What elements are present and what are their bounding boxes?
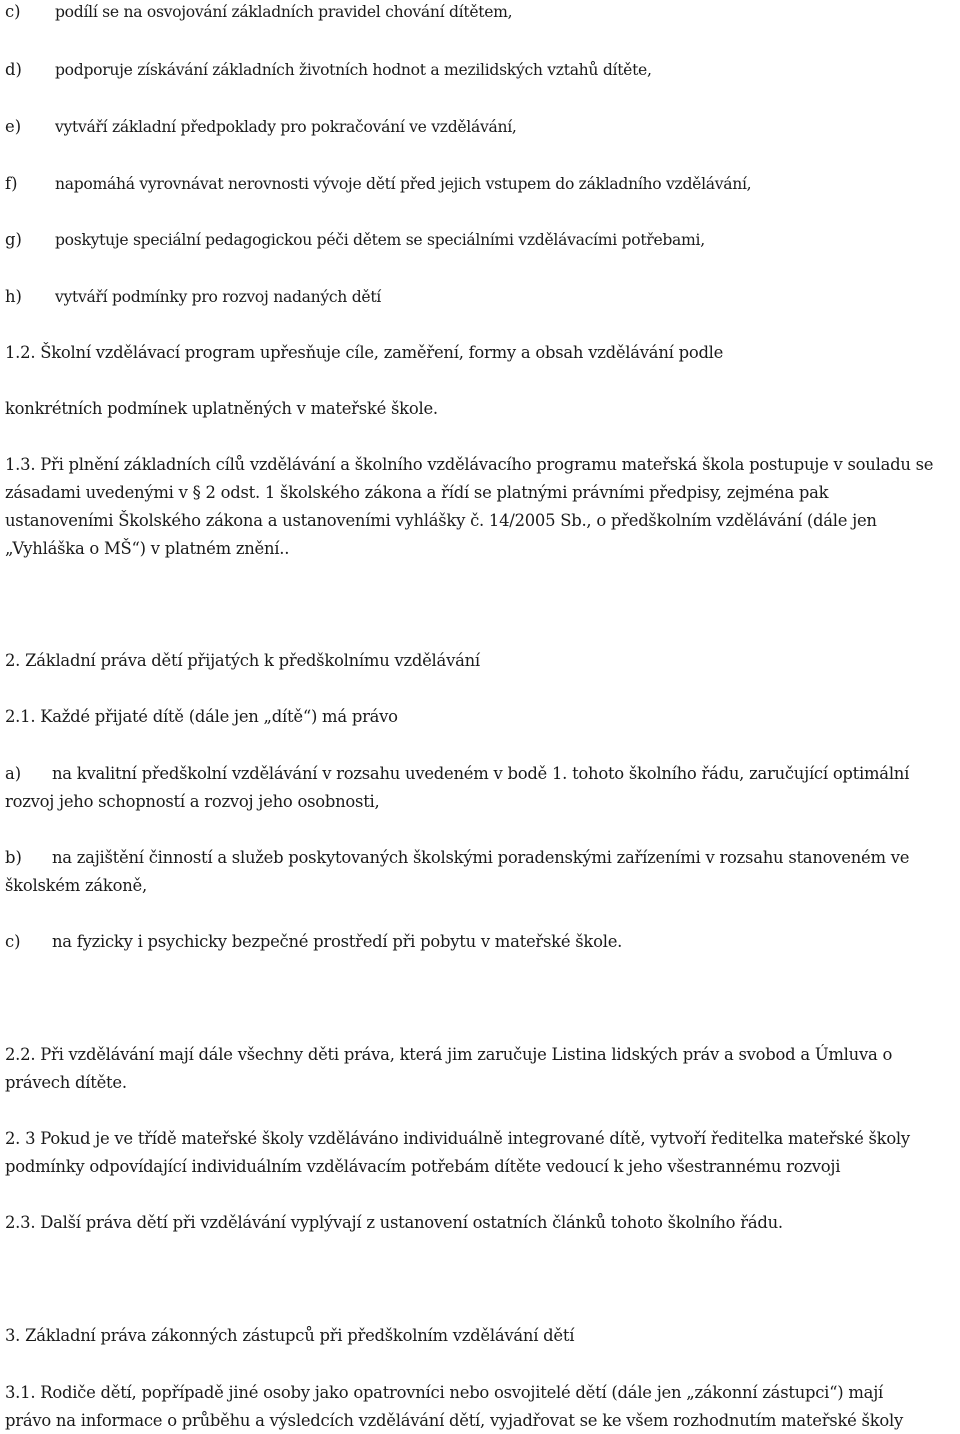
paragraph-line: podmínky odpovídající individuálním vzdělávacím potřebám dítěte vedoucí k jeho všestrannému rozvoji <box>5 1157 841 1176</box>
paragraph-line: právech dítěte. <box>5 1073 127 1092</box>
paragraph-line: 2. 3 Pokud je ve třídě mateřské školy vzděláváno individuálně integrované dítě, vytvoří ředitelka mateřské školy <box>5 1129 910 1148</box>
paragraph-line: právo na informace o průběhu a výsledcích vzdělávání dětí, vyjadřovat se ke všem rozhodnutím mateřské školy <box>5 1411 904 1430</box>
list-item-text: napomáhá vyrovnávat nerovnosti vývoje dětí před jejich vstupem do základního vzdělávání, <box>55 175 752 193</box>
paragraph-line: 3.1. Rodiče dětí, popřípadě jiné osoby jako opatrovníci nebo osvojitelé dětí (dále jen „zákonní zástupci“) mají <box>5 1383 884 1402</box>
paragraph-line: 1.3. Při plnění základních cílů vzdělávání a školního vzdělávacího programu mateřská škola postupuje v souladu se <box>5 455 934 474</box>
paragraph-line: 1.2. Školní vzdělávací program upřesňuje cíle, zaměření, formy a obsah vzdělávání podle <box>5 343 724 362</box>
section-heading: 2. Základní práva dětí přijatých k předškolnímu vzdělávání <box>5 651 480 670</box>
list-item-text: školském zákoně, <box>5 876 147 895</box>
list-item-label: b) <box>5 848 22 867</box>
list-item-text: na fyzicky i psychicky bezpečné prostředí při pobytu v mateřské škole. <box>52 932 623 951</box>
list-item-label: e) <box>5 117 22 136</box>
paragraph-line: 2.2. Při vzdělávání mají dále všechny děti práva, která jim zaručuje Listina lidských práv a svobod a Úmluva o <box>5 1045 893 1064</box>
list-item-label: a) <box>5 764 22 783</box>
list-item-text: na zajištění činností a služeb poskytovaných školskými poradenskými zařízeními v rozsahu stanoveném ve <box>52 848 910 867</box>
list-item-label: d) <box>5 60 22 79</box>
paragraph-line: konkrétních podmínek uplatněných v mateřské škole. <box>5 399 438 418</box>
list-item-text: poskytuje speciální pedagogickou péči dětem se speciálními vzdělávacími potřebami, <box>55 231 705 249</box>
list-item-text: podílí se na osvojování základních pravidel chování dítětem, <box>55 3 513 21</box>
list-item-text: podporuje získávání základních životních hodnot a mezilidských vztahů dítěte, <box>55 61 652 79</box>
list-item-text: na kvalitní předškolní vzdělávání v rozsahu uvedeném v bodě 1. tohoto školního řádu, zaručující optimální <box>52 764 910 783</box>
list-item-label: h) <box>5 287 22 306</box>
paragraph-line: 2.3. Další práva dětí při vzdělávání vyplývají z ustanovení ostatních článků tohoto školního řádu. <box>5 1213 783 1232</box>
paragraph-line: zásadami uvedenými v § 2 odst. 1 školského zákona a řídí se platnými právními předpisy, zejména pak <box>5 483 829 502</box>
list-item-text: vytváří podmínky pro rozvoj nadaných dětí <box>55 288 381 306</box>
list-item-label: c) <box>5 2 21 21</box>
section-heading: 3. Základní práva zákonných zástupců při předškolním vzdělávání dětí <box>5 1326 575 1345</box>
list-item-text: vytváří základní předpoklady pro pokračování ve vzdělávání, <box>55 118 517 136</box>
list-item-label: g) <box>5 230 22 249</box>
list-item-label: f) <box>5 174 18 193</box>
list-item-label: c) <box>5 932 21 951</box>
paragraph-line: ustanoveními Školského zákona a ustanoveními vyhlášky č. 14/2005 Sb., o předškolním vzdělávání (dále jen <box>5 511 877 530</box>
list-item-text: rozvoj jeho schopností a rozvoj jeho osobnosti, <box>5 792 380 811</box>
paragraph-line: „Vyhláška o MŠ“) v platném znění.. <box>5 539 290 558</box>
paragraph-line: 2.1. Každé přijaté dítě (dále jen „dítě“) má právo <box>5 707 398 726</box>
